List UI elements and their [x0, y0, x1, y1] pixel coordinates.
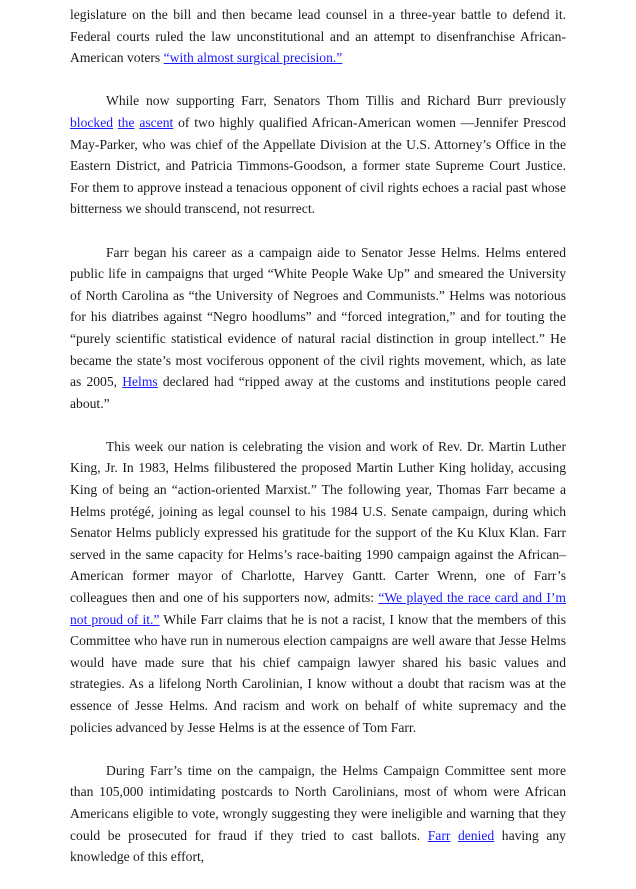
link-race-card-quote[interactable]: “We played the race card and I’m not proud of it.”	[70, 590, 566, 627]
link-denied[interactable]: denied	[457, 827, 495, 843]
link-blocked[interactable]: blocked	[70, 114, 114, 130]
link-farr[interactable]: Farr	[427, 827, 451, 843]
paragraph-2-text-a: While now supporting Farr, Senators Thom Tillis and Richard Burr previously	[106, 93, 566, 109]
paragraph-4-text-a: This week our nation is celebrating the vision and work of Rev. Dr. Martin Luther King, Jr. In 1983, Helms filibustered the proposed Martin Luther King holiday, accusing King of being an “action-oriented Marxist.” The following year, Thomas Farr became a Helms protégé, joining as legal counsel to his 1984 U.S. Senate campaign, during which Senator Helms publicly expressed his gratitude for the support of the Ku Klux Klan. Farr served in the same capacity for Helms’s race-baiting 1990 campaign against the African–American former mayor of Charlotte, Harvey Gantt. Carter Wrenn, one of Farr’s colleagues then and one of his supporters now, admits:	[70, 438, 566, 606]
paragraph-2	[70, 90, 566, 220]
paragraph-5	[70, 760, 566, 868]
link-helms[interactable]: Helms	[122, 374, 158, 390]
paragraph-4-text-b: While Farr claims that he is not a racist, I know that the members of this Committee who have run in numerous election campaigns are well aware that Jesse Helms would have made sure that his chief campaign lawyer shared his basic values and strategies. As a lifelong North Carolinian, I know without a doubt that racism was at the essence of Jesse Helms. And racism and work on behalf of white supremacy and the policies advanced by Jesse Helms is at the essence of Tom Farr.	[70, 611, 566, 735]
paragraph-2-text-b: of two highly qualified African-American women —Jennifer Prescod May-Parker, who was chief of the Appellate Division at the U.S. Attorney’s Office in the Eastern District, and Patricia Timmons-Goodson, a former state Supreme Court Justice. For them to approve instead a tenacious opponent of civil rights echoes a racial past whose bitterness we should transcend, not resurrect.	[70, 114, 566, 217]
paragraph-5-text-a: During Farr’s time on the campaign, the Helms Campaign Committee sent more than 105,000 intimidating postcards to North Carolinians, most of whom were African Americans eligible to vote, wrongly suggesting they were ineligible and warning that they could be prosecuted for fraud if they tried to cast ballots.	[70, 762, 566, 843]
paragraph-4	[70, 436, 566, 738]
paragraph-3	[70, 242, 566, 415]
paragraph-3-text-b: declared had “ripped away at the customs and institutions people cared about.”	[70, 374, 566, 411]
paragraph-1-text: legislature on the bill and then became lead counsel in a three-year battle to defend it. Federal courts ruled the law unconstitutional and an attempt to disenfranchise African-American voters	[70, 7, 566, 66]
paragraph-5-text-b: having any knowledge of this effort,	[70, 827, 566, 865]
link-the[interactable]: the	[117, 114, 135, 130]
paragraph-3-text-a: Farr began his career as a campaign aide to Senator Jesse Helms. Helms entered public life in campaigns that urged “White People Wake Up” and smeared the University of North Carolina as “the University of Negroes and Communists.” Helms was notorious for his diatribes against “Negro hoodlums” and “forced integration,” and for touting the “purely scientific statistical evidence of natural racial distinction in group intellect.” He became the state’s most vociferous opponent of the civil rights movement, which, as late as 2005,	[70, 244, 566, 390]
space	[450, 828, 458, 843]
link-surgical-precision[interactable]: “with almost surgical precision.”	[163, 50, 343, 66]
paragraph-1	[70, 4, 566, 69]
document-page	[70, 4, 566, 889]
link-ascent[interactable]: ascent	[139, 114, 174, 130]
